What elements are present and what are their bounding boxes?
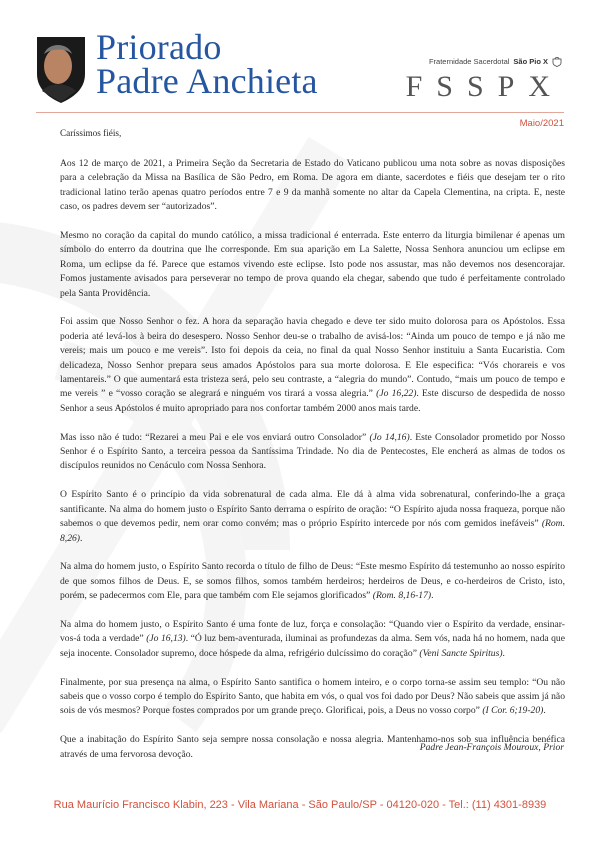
citation: (Jo 16,22) — [376, 388, 417, 400]
title-line-1: Priorado — [96, 27, 222, 67]
fraternity-label — [429, 56, 562, 67]
paragraph-text: . Este Consolador prometido por Nosso Senhor é o Espírito Santo, a terceira pessoa da Santíssima Trindade. No dia de Pentecostes, Ele encherá as almas de todos os discípulos reunidos no Cenáculo com Nossa Senhora. — [60, 431, 565, 472]
letter-paragraph — [60, 157, 565, 215]
letter-paragraph — [60, 560, 565, 603]
paragraph-text: Mesmo no coração da capital do mundo católico, a missa tradicional é enterrada. Este enterro da liturgia bimilenar é apenas um símbolo do enterro da doutrina que lhe corresponde. Em sua aparição em La Salette, Nossa Senhora anunciou um eclipse em Roma, um eclipse da fé. Parece que estamos vivendo este eclipse. Isto pode nos assustar, mas não devemos nos desencorajar. Fomos justamente avisados para perseverar no tempo de prova quando ela chegar, sabendo que tudo é perfeitamente controlado pela Santa Providência. — [60, 230, 565, 299]
paragraph-text: Mas isso não é tudo: “Rezarei a meu Pai e ele vos enviará outro Consolador” — [60, 431, 370, 443]
paragraph-text: Que a inabitação do Espírito Santo seja sempre nossa consolação e nossa alegria. Mantenhamo-nos sob sua influência benéfica através de uma fervorosa devoção. — [60, 734, 565, 760]
footer-address: Rua Maurício Francisco Klabin, 223 - Vila Mariana - São Paulo/SP - 04120-020 - Tel.: (11) 4301-8939 — [53, 799, 547, 811]
paragraph-text: Na alma do homem justo, o Espírito Santo é uma fonte de luz, força e consolação: “Quando vier o Espírito da verdade, ensinar-vos-á toda a verdade” — [60, 618, 565, 645]
paragraph-text: . “Ó luz bem-aventurada, iluminai as profundezas da alma. Sem vós, nada há no homem, nada que seja inocente. Consolador supremo, doce hóspede da alma, refrigério dulcíssimo do coração” — [60, 633, 565, 659]
title-line-2: Padre Anchieta — [96, 61, 318, 101]
paragraph-text: . — [431, 590, 434, 602]
paragraph-text: Foi assim que Nosso Senhor o fez. A hora da separação havia chegado e deve ter sido muito dolorosa para os Apóstolos. Essa poderia até levá-los à beira do desespero. Nosso Senhor deu-se o trabalho de avisá-los: “Ainda um pouco de tempo e já não me vereis; mais um pouco e me vereis”. Isto foi depois da ceia, no final da qual Nosso Senhor instituiu a Santa Eucaristia. Com delicadeza, Nosso Senhor prepara seus amados Apóstolos para sua morte dolorosa. E Ele especifica: “Vós chorareis e vos lamentareis.” O que aumentará esta tristeza será, pelo seu contraste, a “alegria do mundo”. Contudo, “mais um pouco de tempo e me vereis ” e “vosso coração se alegrará e ninguém vos tirará a vossa alegria.” — [60, 316, 565, 400]
letter-paragraph — [60, 229, 565, 301]
paragraph-text: . — [79, 532, 83, 544]
paragraph-text: Aos 12 de março de 2021, a Primeira Seção da Secretaria de Estado do Vaticano publicou uma nota sobre as novas disposições para a celebração da Missa na Basílica de São Pedro, em Roma. De agora em diante, sacerdotes e fiéis que desejam ter o rito tradicional latino terão apenas quatro períodos entre 7 e 9 da manhã somente no altar da Capela Clementina, na cripta. E, neste caso, os padres devem ser “autorizados”. — [60, 158, 565, 213]
fraternity-name: São Pio X — [513, 57, 548, 66]
citation: (Jo 14,16) — [369, 431, 410, 443]
signature: Padre Jean-François Mouroux, Prior — [419, 742, 564, 753]
paragraph-text: . Este discurso de despedida de nosso Senhor a seus Apóstolos é muito apropriado para nos confortar também 2000 anos mais tarde. — [60, 388, 565, 414]
paragraph-text: . — [502, 647, 505, 659]
paragraph-text: Finalmente, por sua presença na alma, o Espírito Santo santifica o homem inteiro, e o corpo torna-se assim seu templo: “Ou não sabeis que o vosso corpo é templo do Espírito Santo, que habita em vós, o qual vos foi dado por Deus? Não sabeis que assim já não sois de vós mesmos? Porque fostes comprados por um grande preço. Glorificai, pois, a Deus no vosso corpo” — [60, 676, 565, 717]
letter-paragraph — [60, 618, 565, 661]
letter-paragraph — [60, 431, 565, 474]
paragraph-text: Na alma do homem justo, o Espírito Santo recorda o título de filho de Deus: “Este mesmo Espírito dá testemunho ao nosso espírito de que somos filhos de Deus. E, se somos filhos, somos também herdeiros; herdeiros de Deus, e co-herdeiros de Cristo, isto, porém, se padecermos com Ele, para que também com Ele sejamos glorificados” — [60, 561, 565, 602]
citation: (I Cor. 6;19-20) — [482, 705, 544, 717]
priory-title — [96, 27, 318, 101]
citation: (Veni Sancte Spiritus) — [419, 647, 503, 659]
letter-paragraph — [60, 315, 565, 416]
paragraph-text: O Espírito Santo é o princípio da vida sobrenatural de cada alma. Ele dá à alma vida sobrenatural, conferindo-lhe a graça santificante. Na alma do homem justo o Espírito Santo derrama o espírito de oração: “O Espírito ajuda nossa fraqueza, porque não sabemos o que devemos pedir, nem orar como convém; mas o próprio Espírito intercede por nós com gemidos inefáveis” — [60, 489, 565, 530]
header-divider — [36, 112, 564, 113]
salutation: Caríssimos fiéis, — [60, 128, 122, 138]
letter-paragraph — [60, 676, 565, 719]
citation: (Jo 16,13) — [146, 633, 186, 645]
fsspx-logo-letters: FSSPX — [405, 70, 564, 103]
letter-body — [60, 157, 565, 776]
anchieta-portrait-shield-logo — [36, 36, 86, 104]
citation: (Rom. 8,16-17) — [372, 590, 432, 602]
citation: (Rom. 8,26) — [60, 518, 565, 544]
letter-date: Maio/2021 — [519, 118, 564, 129]
fsspx-crest-icon — [552, 56, 562, 67]
paragraph-text: . — [543, 705, 546, 717]
fraternity-prefix: Fraternidade Sacerdotal — [428, 57, 510, 66]
letter-paragraph — [60, 488, 565, 546]
